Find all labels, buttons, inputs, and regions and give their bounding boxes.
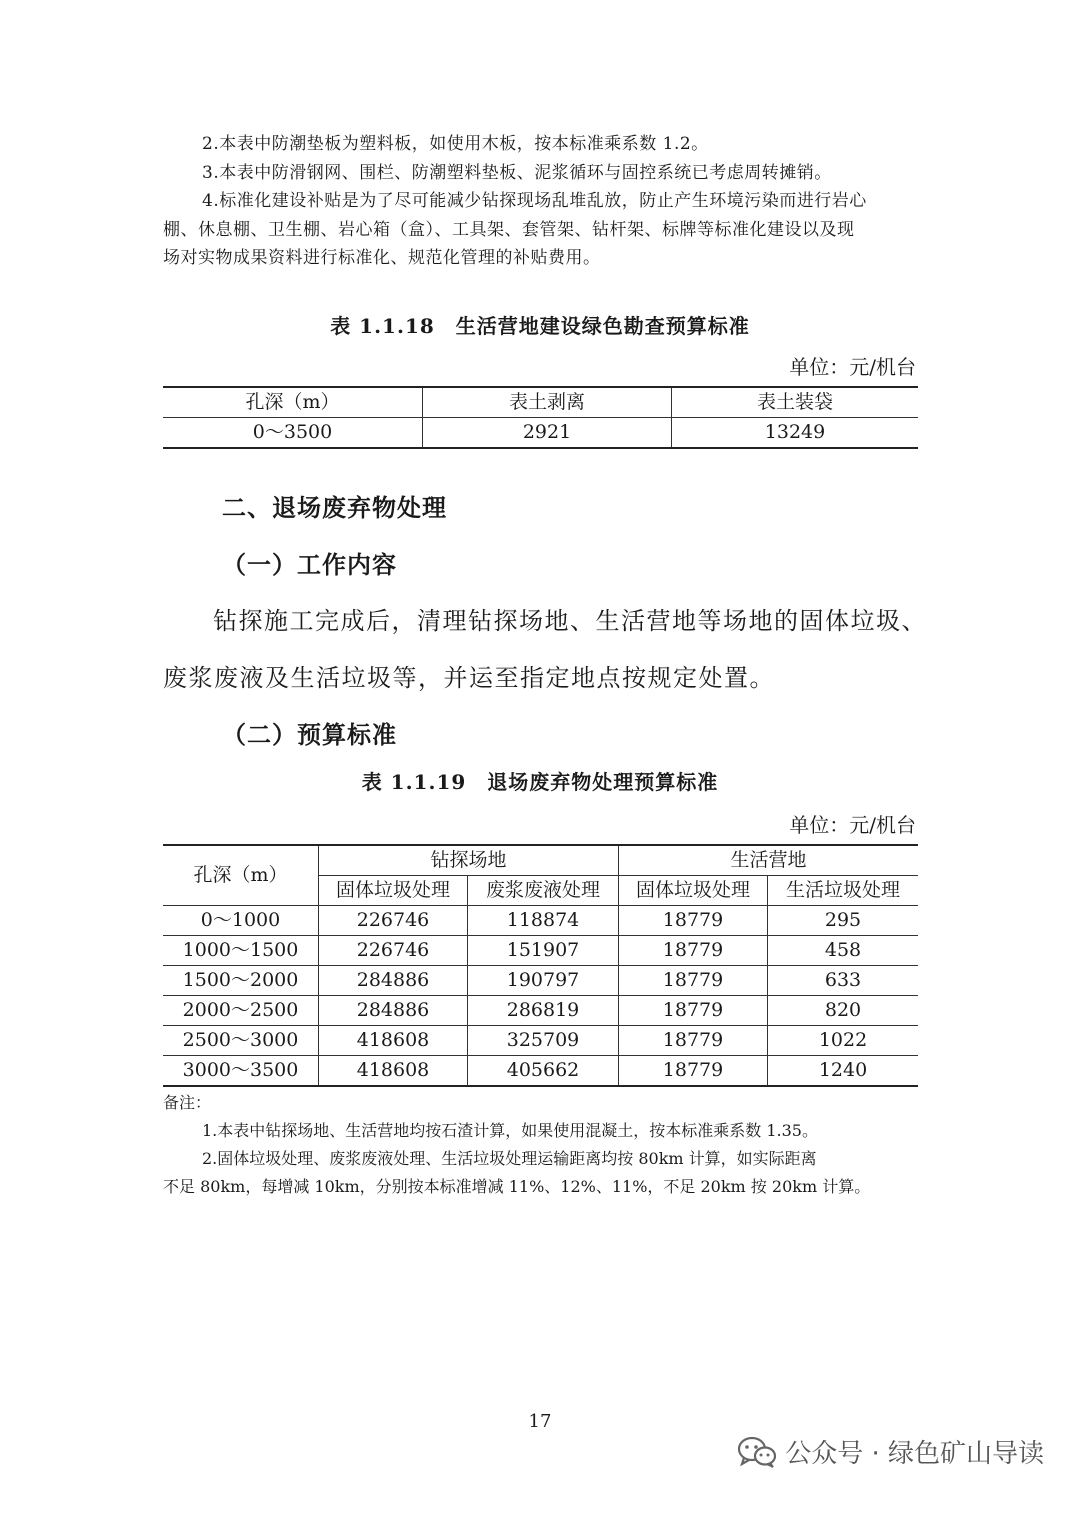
table2-cell: 118874 <box>468 906 619 936</box>
table1-cell: 0～3500 <box>163 418 423 449</box>
table2-header-drill-site: 钻探场地 <box>319 845 619 876</box>
footer-text: 公众号 · 绿色矿山导读 <box>785 1439 1044 1469</box>
table2-cell: 3000～3500 <box>163 1056 319 1087</box>
table2-cell: 18779 <box>619 1056 768 1087</box>
table2-cell: 2500～3000 <box>163 1026 319 1056</box>
note-4-cont-2: 场对实物成果资料进行标准化、规范化管理的补贴费用。 <box>163 248 601 268</box>
table2-subheader: 废浆废液处理 <box>468 876 619 906</box>
table2-cell: 405662 <box>468 1056 619 1087</box>
table1-header-strip: 表土剥离 <box>423 387 672 418</box>
table1-title: 表 1.1.18 生活营地建设绿色勘查预算标准 <box>330 314 750 338</box>
table-row <box>163 936 918 966</box>
table2-cell: 820 <box>768 996 919 1026</box>
table2-cell: 1000～1500 <box>163 936 319 966</box>
table2-cell: 284886 <box>319 996 468 1026</box>
table1-unit: 单位：元/机台 <box>789 355 916 379</box>
table2-subheader: 固体垃圾处理 <box>619 876 768 906</box>
table2-cell: 286819 <box>468 996 619 1026</box>
table1-cell: 13249 <box>672 418 919 449</box>
table2-cell: 226746 <box>319 906 468 936</box>
table2-cell: 284886 <box>319 966 468 996</box>
table1-header-bag: 表土装袋 <box>672 387 919 418</box>
table2-cell: 1500～2000 <box>163 966 319 996</box>
table2-cell: 18779 <box>619 966 768 996</box>
table2-cell: 418608 <box>319 1056 468 1087</box>
table-row <box>163 418 918 449</box>
table2-cell: 18779 <box>619 1026 768 1056</box>
table2-cell: 18779 <box>619 936 768 966</box>
table2-header-camp: 生活营地 <box>619 845 919 876</box>
note-4-cont-1: 棚、休息棚、卫生棚、岩心箱（盒）、工具架、套管架、钻杆架、标牌等标准化建设以及现 <box>163 220 855 240</box>
table2-title: 表 1.1.19 退场废弃物处理预算标准 <box>361 770 719 794</box>
table2-unit: 单位：元/机台 <box>789 813 916 837</box>
table2-cell: 151907 <box>468 936 619 966</box>
footer-watermark <box>737 1433 1044 1470</box>
section-heading: 二、退场废弃物处理 <box>222 493 447 522</box>
table1-header-depth: 孔深（m） <box>163 387 423 418</box>
table2-cell: 1240 <box>768 1056 919 1087</box>
remark-1: 1.本表中钻探场地、生活营地均按石渣计算，如果使用混凝土，按本标准乘系数 1.35。 <box>202 1121 818 1140</box>
table2-cell: 418608 <box>319 1026 468 1056</box>
table2-cell: 226746 <box>319 936 468 966</box>
table2-cell: 633 <box>768 966 919 996</box>
table-row <box>163 906 918 936</box>
table2-subheader: 固体垃圾处理 <box>319 876 468 906</box>
table-row <box>163 966 918 996</box>
table2-subheader: 生活垃圾处理 <box>768 876 919 906</box>
table2-cell: 458 <box>768 936 919 966</box>
table2 <box>163 844 918 1087</box>
paragraph-line-2: 废浆废液及生活垃圾等，并运至指定地点按规定处置。 <box>163 664 775 692</box>
remark-2: 2.固体垃圾处理、废浆废液处理、生活垃圾处理运输距离均按 80km 计算，如实际距离 <box>202 1149 817 1168</box>
table-row <box>163 1026 918 1056</box>
table-row <box>163 996 918 1026</box>
table2-cell: 190797 <box>468 966 619 996</box>
table2-header-depth: 孔深（m） <box>163 845 319 906</box>
table2-cell: 1022 <box>768 1026 919 1056</box>
page-number: 17 <box>528 1411 552 1432</box>
paragraph-line-1: 钻探施工完成后，清理钻探场地、生活营地等场地的固体垃圾、 <box>213 607 927 635</box>
remark-2-cont: 不足 80km，每增减 10km，分别按本标准增减 11%、12%、11%，不足 20km 按 20km 计算。 <box>163 1177 871 1196</box>
remarks-label: 备注： <box>163 1093 212 1112</box>
table1-cell: 2921 <box>423 418 672 449</box>
table2-cell: 18779 <box>619 906 768 936</box>
wechat-icon <box>737 1436 777 1468</box>
subsection-work-content: （一）工作内容 <box>222 550 397 579</box>
table1 <box>163 386 918 449</box>
table2-cell: 295 <box>768 906 919 936</box>
note-3: 3.本表中防滑钢网、围栏、防潮塑料垫板、泥浆循环与固控系统已考虑周转摊销。 <box>202 163 832 183</box>
table2-cell: 325709 <box>468 1026 619 1056</box>
table2-cell: 0～1000 <box>163 906 319 936</box>
subsection-budget: （二）预算标准 <box>222 720 397 749</box>
table2-cell: 2000～2500 <box>163 996 319 1026</box>
table-row <box>163 1056 918 1087</box>
note-2: 2.本表中防潮垫板为塑料板，如使用木板，按本标准乘系数 1.2。 <box>202 134 709 154</box>
table2-cell: 18779 <box>619 996 768 1026</box>
note-4: 4.标准化建设补贴是为了尽可能减少钻探现场乱堆乱放，防止产生环境污染而进行岩心 <box>202 191 867 211</box>
